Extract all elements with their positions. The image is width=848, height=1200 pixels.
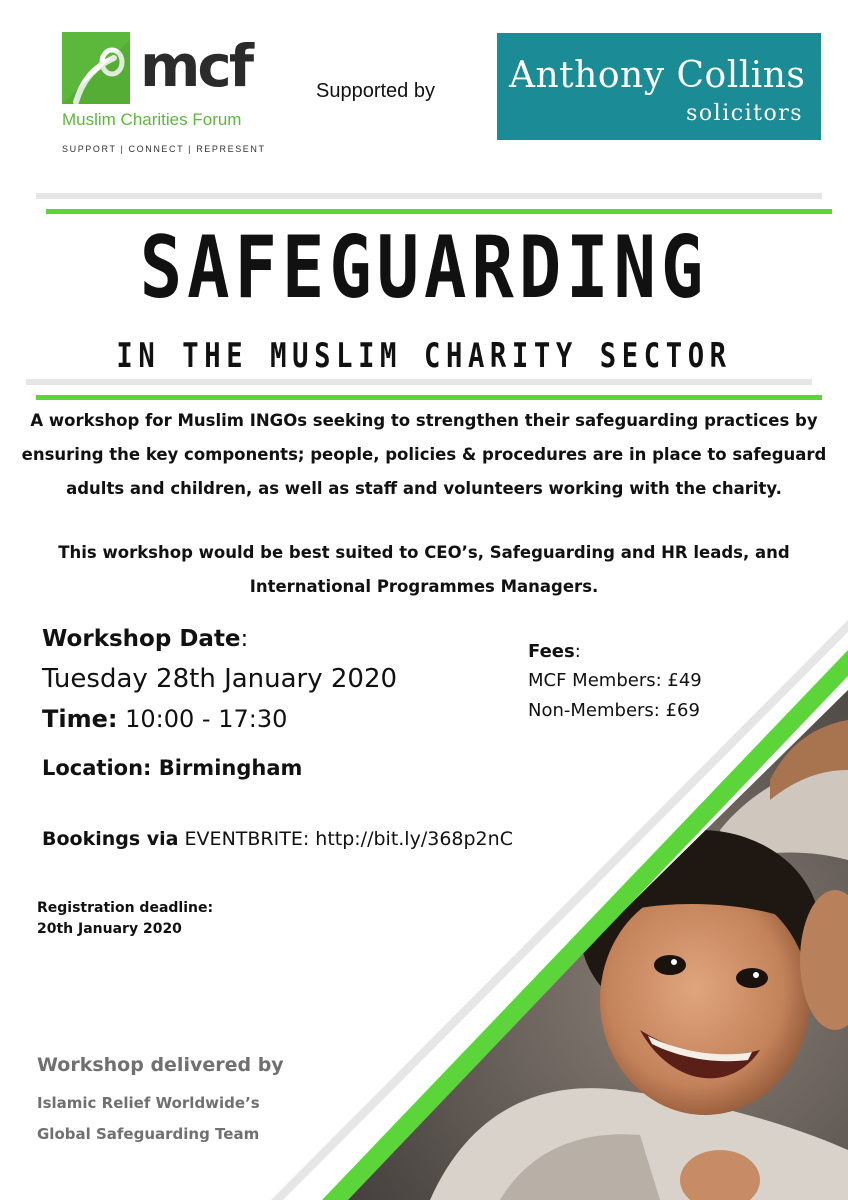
registration-deadline-label: Registration deadline: — [37, 900, 214, 916]
sponsor-sub: solicitors — [686, 101, 803, 126]
workshop-date-label — [42, 626, 248, 652]
sponsor-name: Anthony Collins — [509, 55, 806, 96]
page-subtitle: IN THE MUSLIM CHARITY SECTOR — [116, 336, 732, 376]
mcf-wordmark: mcf — [140, 32, 252, 100]
fees-label-colon: : — [574, 641, 581, 662]
mcf-tagline: SUPPORT | CONNECT | REPRESENT — [62, 144, 266, 154]
audience-description: This workshop would be best suited to CEO’s, Safeguarding and HR leads, and International Programmes Managers. — [58, 543, 790, 596]
page-title: SAFEGUARDING — [139, 218, 709, 318]
mcf-logo — [62, 30, 272, 160]
mcf-name: Muslim Charities Forum — [62, 110, 242, 129]
fees-label-text: Fees — [528, 641, 575, 662]
time-value: 10:00 - 17:30 — [117, 705, 288, 733]
anthony-collins-logo — [497, 33, 821, 140]
workshop-description: A workshop for Muslim INGOs seeking to strengthen their safeguarding practices by ensuring the key components; people, policies & procedures are in place to safeguard adults and children, as well as staff and volunteers working with the charity. — [21, 411, 827, 498]
fees-members: MCF Members: £49 — [528, 670, 702, 691]
title-rule-top-grey — [36, 193, 822, 199]
date-label-colon: : — [240, 626, 249, 652]
fees-label — [528, 641, 581, 662]
workshop-time — [42, 705, 287, 733]
supported-by-label: Supported by — [316, 80, 435, 102]
delivered-by-org: Islamic Relief Worldwide’s — [37, 1094, 260, 1112]
delivered-by-label: Workshop delivered by — [37, 1054, 284, 1076]
workshop-location: Location: Birmingham — [42, 756, 303, 780]
bookings-link[interactable]: EVENTBRITE: http://bit.ly/368p2nC — [178, 828, 513, 850]
fees-non-members: Non-Members: £69 — [528, 700, 700, 721]
time-label: Time: — [42, 705, 118, 733]
bookings-line — [42, 828, 513, 850]
delivered-by-team: Global Safeguarding Team — [37, 1125, 260, 1143]
mcf-logo-mark-icon — [62, 32, 130, 104]
registration-deadline-date: 20th January 2020 — [37, 921, 182, 937]
date-label-text: Workshop Date — [42, 626, 241, 652]
bookings-label: Bookings via — [42, 828, 179, 850]
title-rule-bottom-grey — [26, 379, 812, 385]
title-rule-top-green — [46, 209, 832, 214]
workshop-date-value: Tuesday 28th January 2020 — [42, 664, 398, 694]
title-rule-bottom-green — [36, 395, 822, 400]
